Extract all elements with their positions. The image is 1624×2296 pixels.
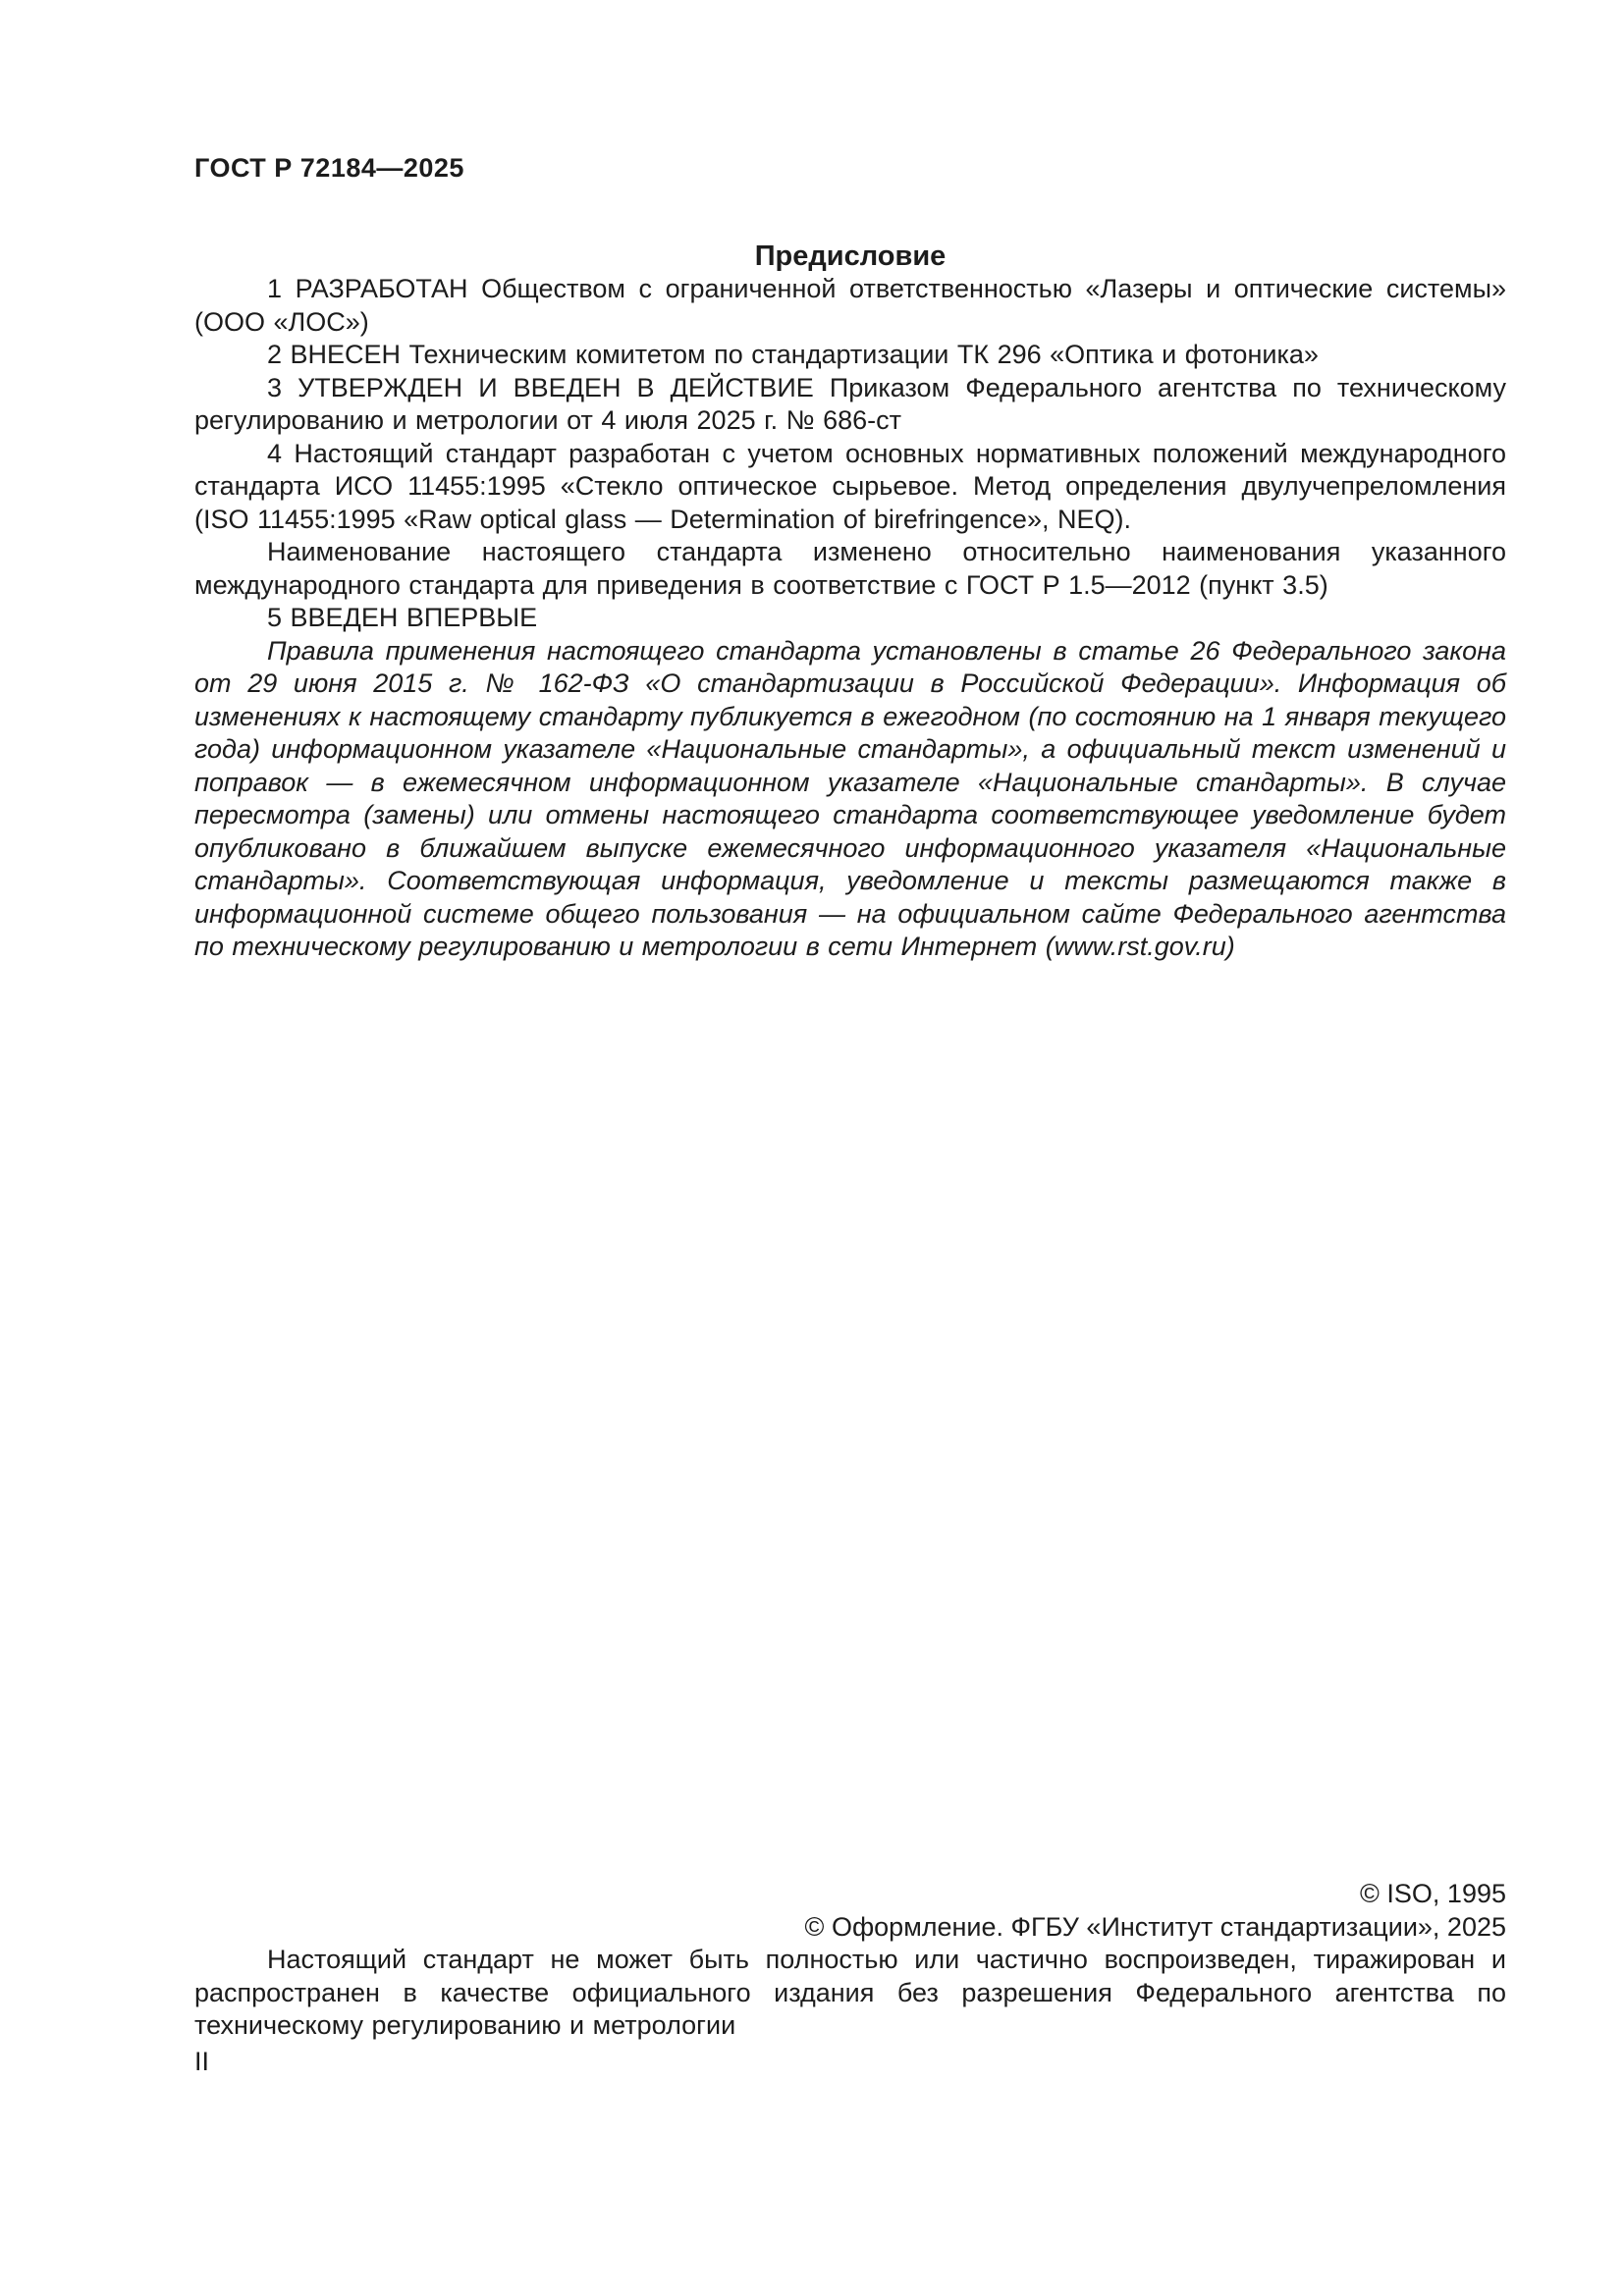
page-number: II [194,2046,210,2076]
foreword-item-developed: 1 РАЗРАБОТАН Обществом с ограниченной ответственностью «Лазеры и оптические системы» (ООО «ЛОС») [194,274,1506,337]
foreword-item-basis: 4 Настоящий стандарт разработан с учетом основных нормативных положений международного стандарта ИСО 11455:1995 «Стекло оптическое сырьевое. Метод определения двулучепреломления (ISO 11455:1995 «Raw optical glass — Determination of birefringence», NEQ). [194,438,1506,534]
section-title: Предисловие [754,240,947,272]
reproduction-notice: Настоящий стандарт не может быть полностью или частично воспроизведен, тиражирован и распространен в качестве официального издания без разрешения Федерального агентства по техническому регулированию и метрологии [194,1945,1506,2040]
foreword-item-first-edition: 5 ВВЕДЕН ВПЕРВЫЕ [267,603,538,632]
page-footer-block [194,1877,1506,2078]
legal-application-notice: Правила применения настоящего стандарта установлены в статье 26 Федерального закона от 29 июня 2015 г. № 162-ФЗ «О стандартизации в Российской Федерации». Информация об изменениях к настоящему стандарту публикуется в ежегодном (по состоянию на 1 января текущего года) информационном указателе «Национальные стандарты», а официальный текст изменений и поправок — в ежемесячном информационном указателе «Национальные стандарты». В случае пересмотра (замены) или отмены настоящего стандарта соответствующее уведомление будет опубликовано в ближайшем выпуске ежемесячного информационного указателя «Национальные стандарты». Соответствующая информация, уведомление и тексты размещаются также в информационной системе общего пользования — на официальном сайте Федерального агентства по техническому регулированию и метрологии в сети Интернет (www.rst.gov.ru) [194,635,1506,961]
foreword-item-name-change: Наименование настоящего стандарта изменено относительно наименования указанного международного стандарта для приведения в соответствие с ГОСТ Р 1.5—2012 (пункт 3.5) [194,537,1506,600]
copyright-iso: © ISO, 1995 [1360,1879,1506,1908]
doc-code: ГОСТ Р 72184—2025 [194,153,464,183]
copyright-design: © Оформление. ФГБУ «Институт стандартизации», 2025 [804,1912,1506,1942]
page-content [194,0,1506,964]
foreword-item-submitted: 2 ВНЕСЕН Техническим комитетом по стандартизации ТК 296 «Оптика и фотоника» [267,340,1319,369]
foreword-item-approved: 3 УТВЕРЖДЕН И ВВЕДЕН В ДЕЙСТВИЕ Приказом Федерального агентства по техническому регулированию и метрологии от 4 июля 2025 г. № 686-ст [194,372,1506,435]
